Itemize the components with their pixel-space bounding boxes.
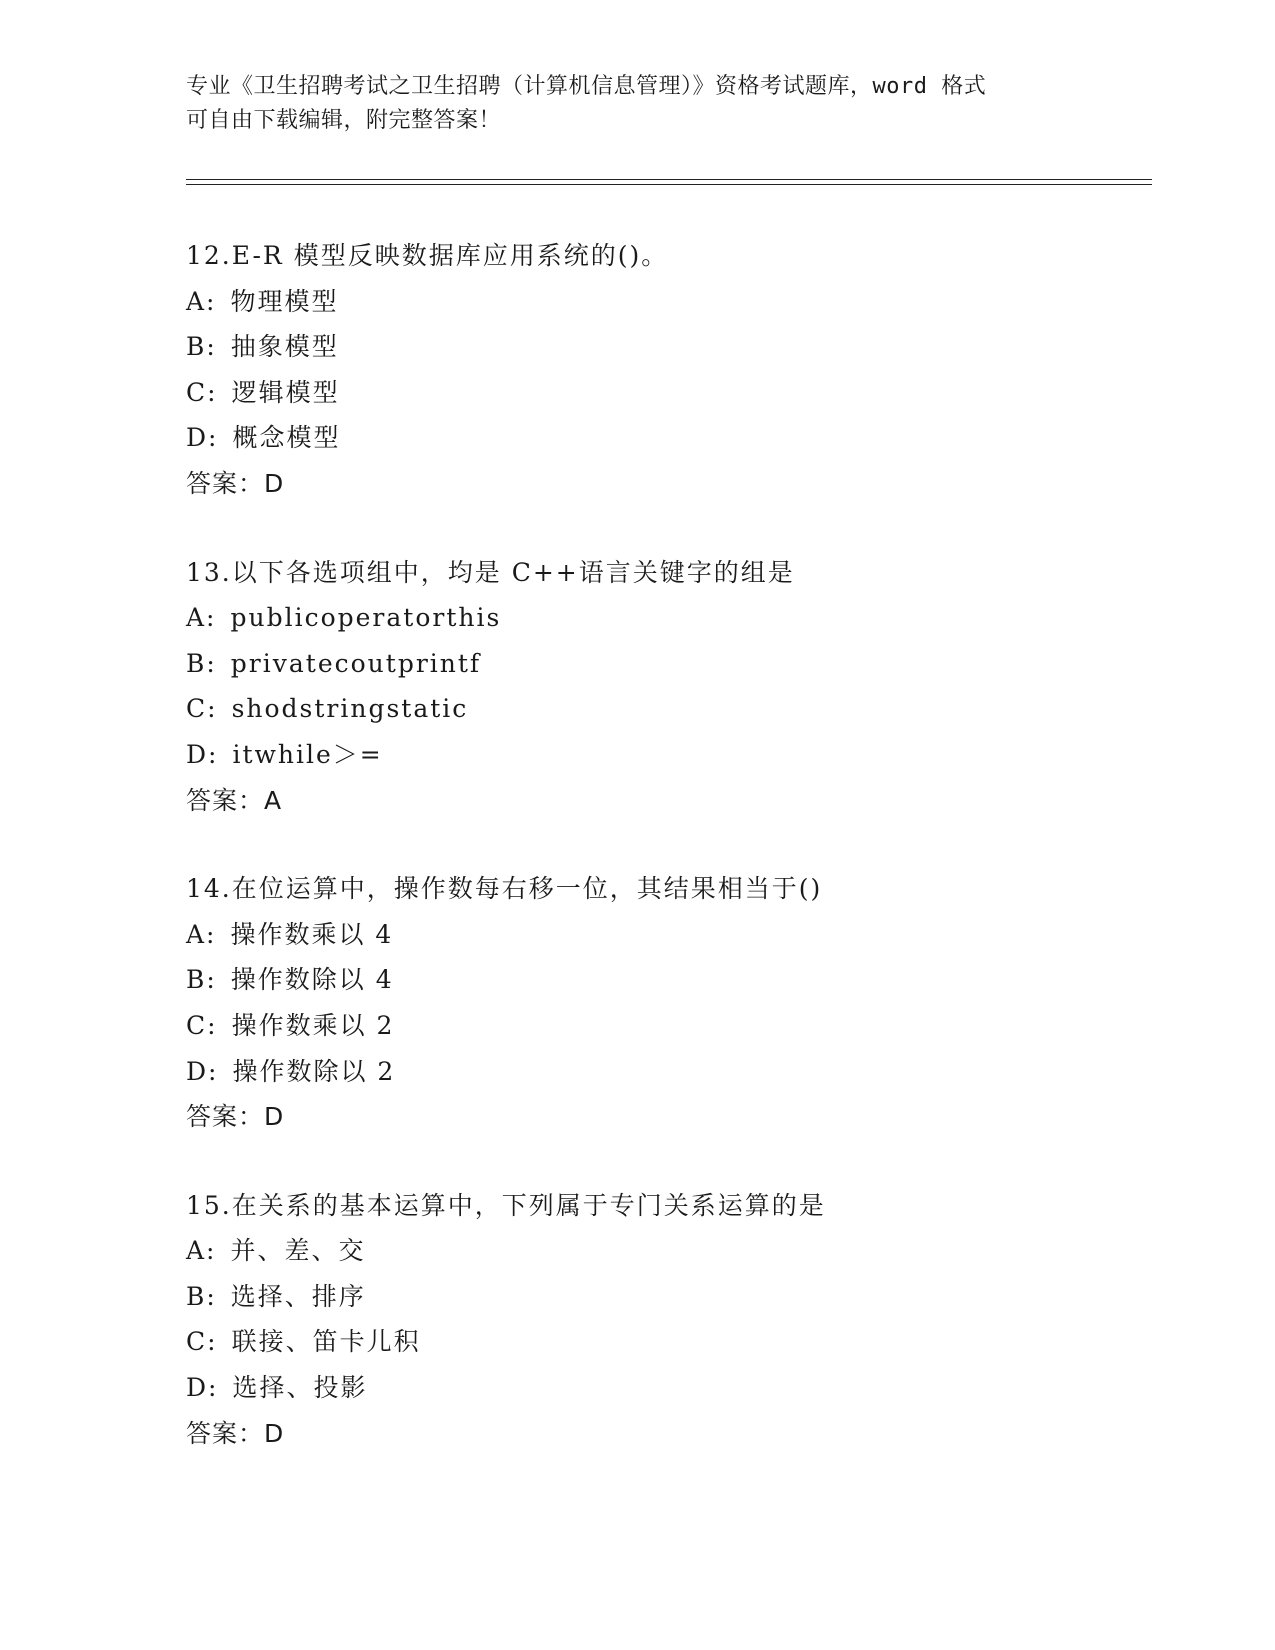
option-a [186,1228,1186,1274]
option-b [186,324,1186,370]
header-divider-top [186,179,1152,180]
option-text: 选择、投影 [232,1373,368,1403]
answer: 答案：D [186,468,285,498]
option-a [186,595,1186,641]
option-b [186,641,1186,687]
header-line-2: 可自由下载编辑，附完整答案！ [186,108,502,133]
option-label: A: [186,919,217,949]
option-label: A: [186,286,217,316]
option-text: itwhile＞= [232,739,383,769]
option-d [186,1049,1186,1095]
question-13 [186,550,1186,824]
answer: 答案：D [186,1102,285,1132]
option-d [186,732,1186,778]
option-label: C: [186,694,218,724]
document-header [186,70,1086,138]
question-list [186,233,1186,1499]
option-label: C: [186,1010,218,1040]
option-label: D: [186,423,219,453]
option-label: D: [186,1373,219,1403]
option-text: 逻辑模型 [231,377,340,407]
option-label: A: [186,603,217,633]
option-a [186,279,1186,325]
option-text: 操作数乘以 2 [231,1010,395,1040]
option-b [186,1274,1186,1320]
question-stem: 14.在位运算中，操作数每右移一位，其结果相当于() [186,874,823,904]
option-d [186,1365,1186,1411]
option-label: C: [186,377,218,407]
header-line-1: 专业《卫生招聘考试之卫生招聘（计算机信息管理）》资格考试题库，word 格式 [186,74,987,99]
option-c [186,370,1186,416]
option-label: B: [186,965,217,995]
question-15 [186,1183,1186,1457]
option-c [186,1319,1186,1365]
option-text: privatecoutprintf [230,648,482,678]
option-a [186,912,1186,958]
option-text: 并、差、交 [230,1236,366,1266]
option-label: C: [186,1327,218,1357]
header-divider-bottom [186,184,1152,185]
option-text: publicoperatorthis [230,603,502,633]
option-text: 物理模型 [230,286,339,316]
option-label: D: [186,739,219,769]
question-stem: 12.E-R 模型反映数据库应用系统的()。 [186,241,669,270]
option-label: B: [186,1281,217,1311]
option-label: D: [186,1056,219,1086]
option-text: 操作数除以 4 [230,965,394,995]
option-d [186,415,1186,461]
option-label: B: [186,648,217,678]
option-text: 概念模型 [232,423,341,453]
option-c [186,686,1186,732]
answer: 答案：A [186,785,283,815]
option-text: 抽象模型 [230,332,339,362]
question-stem: 13.以下各选项组中，均是 C++语言关键字的组是 [186,557,795,587]
option-c [186,1003,1186,1049]
question-14 [186,866,1186,1140]
option-text: 操作数乘以 4 [230,919,394,949]
option-text: 操作数除以 2 [232,1056,396,1086]
option-text: shodstringstatic [231,694,469,724]
answer: 答案：D [186,1418,285,1448]
question-stem: 15.在关系的基本运算中，下列属于专门关系运算的是 [186,1190,826,1220]
option-text: 选择、排序 [230,1281,366,1311]
option-label: A: [186,1236,217,1266]
option-text: 联接、笛卡儿积 [231,1327,421,1357]
option-b [186,957,1186,1003]
option-label: B: [186,332,217,362]
question-12 [186,233,1186,507]
